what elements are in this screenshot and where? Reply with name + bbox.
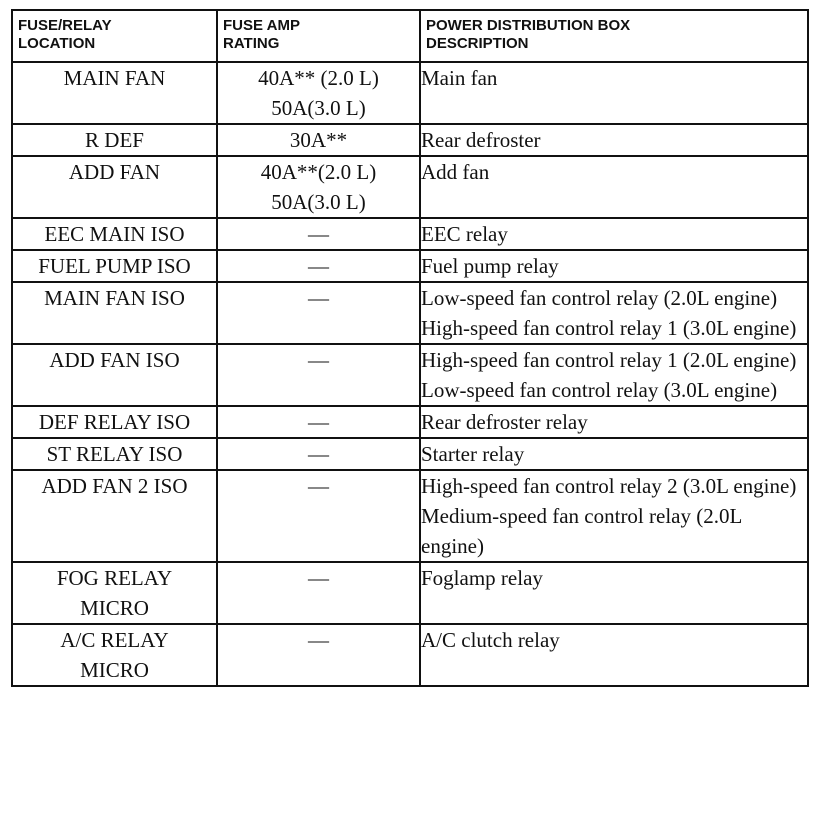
- fuse-location-cell-text: ADD FAN 2 ISO: [41, 474, 188, 498]
- description-cell-text: Main fan: [421, 66, 498, 90]
- fuse-location-cell-text: MICRO: [80, 658, 149, 682]
- fuse-location-cell-text: A/C RELAY: [60, 628, 169, 652]
- fuse-location-cell-text: ST RELAY ISO: [46, 442, 183, 466]
- description-cell: [420, 124, 808, 156]
- table-row: [12, 124, 808, 156]
- fuse-amp-cell-text: 40A**(2.0 L): [260, 160, 377, 184]
- description-cell: [420, 438, 808, 470]
- description-cell: [420, 156, 808, 218]
- fuse-location-cell-text: FUEL PUMP ISO: [38, 254, 191, 278]
- table-row: [12, 406, 808, 438]
- fuse-location-cell-text: EEC MAIN ISO: [44, 222, 185, 246]
- fuse-amp-cell: [217, 562, 420, 624]
- description-cell-text: Fuel pump relay: [421, 254, 559, 278]
- fuse-amp-cell: [217, 344, 420, 406]
- description-cell: [420, 562, 808, 624]
- fuse-location-cell-text: DEF RELAY ISO: [38, 410, 191, 434]
- header-amp-line: FUSE AMP: [223, 17, 300, 34]
- table-row: [12, 156, 808, 218]
- description-cell-text: Starter relay: [421, 442, 525, 466]
- header-description-line: DESCRIPTION: [426, 35, 529, 52]
- table-row: [12, 62, 808, 124]
- fuse-location-cell: [12, 282, 217, 344]
- description-cell-text: Medium-speed fan control relay (2.0L engine): [421, 504, 742, 558]
- description-cell-text: Low-speed fan control relay (2.0L engine): [421, 286, 778, 310]
- fuse-amp-cell-text: —: [308, 566, 329, 590]
- fuse-amp-cell-text: —: [308, 286, 329, 310]
- fuse-amp-cell: [217, 62, 420, 124]
- description-cell: [420, 344, 808, 406]
- fuse-location-cell: [12, 156, 217, 218]
- description-cell: [420, 406, 808, 438]
- fuse-amp-cell-text: —: [308, 410, 329, 434]
- description-cell-text: Rear defroster: [421, 128, 541, 152]
- header-location-line: LOCATION: [18, 35, 96, 52]
- header-description: [420, 10, 808, 62]
- fuse-location-cell-text: ADD FAN ISO: [49, 348, 180, 372]
- table-row: [12, 624, 808, 686]
- fuse-amp-cell: [217, 406, 420, 438]
- description-cell-text: Low-speed fan control relay (3.0L engine): [421, 378, 778, 402]
- table-row: [12, 282, 808, 344]
- fuse-location-cell: [12, 250, 217, 282]
- fuse-amp-cell: [217, 124, 420, 156]
- header-amp-line: RATING: [223, 35, 280, 52]
- description-cell-text: High-speed fan control relay 2 (3.0L engine): [421, 474, 797, 498]
- fuse-amp-cell: [217, 470, 420, 562]
- description-cell: [420, 624, 808, 686]
- fuse-location-cell-text: ADD FAN: [68, 160, 161, 184]
- fuse-amp-cell: [217, 156, 420, 218]
- header-location-line: FUSE/RELAY: [18, 17, 112, 34]
- fuse-amp-cell-text: —: [308, 254, 329, 278]
- description-cell-text: High-speed fan control relay 1 (3.0L engine): [421, 316, 797, 340]
- fuse-amp-cell-text: —: [308, 628, 329, 652]
- fuse-location-cell: [12, 438, 217, 470]
- header-description-line: POWER DISTRIBUTION BOX: [426, 17, 631, 34]
- fuse-amp-cell-text: 50A(3.0 L): [271, 190, 366, 214]
- fuse-amp-cell: [217, 250, 420, 282]
- description-cell-text: Rear defroster relay: [421, 410, 588, 434]
- fuse-amp-cell: [217, 438, 420, 470]
- fuse-amp-cell: [217, 624, 420, 686]
- description-cell: [420, 62, 808, 124]
- fuse-amp-cell-text: —: [308, 348, 329, 372]
- fuse-amp-cell-text: 50A(3.0 L): [271, 96, 366, 120]
- fuse-amp-cell-text: —: [308, 442, 329, 466]
- description-cell: [420, 250, 808, 282]
- description-cell: [420, 218, 808, 250]
- description-cell-text: Foglamp relay: [421, 566, 543, 590]
- description-cell-text: High-speed fan control relay 1 (2.0L engine): [421, 348, 797, 372]
- fuse-location-cell: [12, 62, 217, 124]
- fuse-location-cell: [12, 470, 217, 562]
- fuse-location-cell: [12, 562, 217, 624]
- fuse-location-cell-text: MAIN FAN ISO: [44, 286, 185, 310]
- fuse-location-cell-text: FOG RELAY: [56, 566, 173, 590]
- description-cell: [420, 470, 808, 562]
- description-cell-text: Add fan: [421, 160, 490, 184]
- fuse-amp-cell-text: 40A** (2.0 L): [258, 66, 379, 90]
- table-row: [12, 250, 808, 282]
- header-row: [12, 10, 808, 62]
- fuse-amp-cell: [217, 282, 420, 344]
- fuse-location-cell: [12, 124, 217, 156]
- fuse-amp-cell-text: —: [308, 222, 329, 246]
- fuse-location-cell-text: R DEF: [85, 128, 144, 152]
- table-row: [12, 470, 808, 562]
- description-cell: [420, 282, 808, 344]
- table-row: [12, 562, 808, 624]
- description-cell-text: EEC relay: [421, 222, 508, 246]
- fuse-location-cell: [12, 218, 217, 250]
- fuse-location-cell: [12, 344, 217, 406]
- fuse-location-cell: [12, 406, 217, 438]
- fuse-amp-cell: [217, 218, 420, 250]
- description-cell-text: A/C clutch relay: [421, 628, 560, 652]
- header-location: [12, 10, 217, 62]
- table-row: [12, 218, 808, 250]
- table-row: [12, 438, 808, 470]
- fuse-location-cell-text: MICRO: [80, 596, 149, 620]
- fuse-location-cell-text: MAIN FAN: [63, 66, 166, 90]
- fuse-relay-table: [11, 9, 809, 687]
- fuse-amp-cell-text: 30A**: [289, 128, 348, 152]
- table-row: [12, 344, 808, 406]
- header-amp-rating: [217, 10, 420, 62]
- fuse-location-cell: [12, 624, 217, 686]
- fuse-amp-cell-text: —: [308, 474, 329, 498]
